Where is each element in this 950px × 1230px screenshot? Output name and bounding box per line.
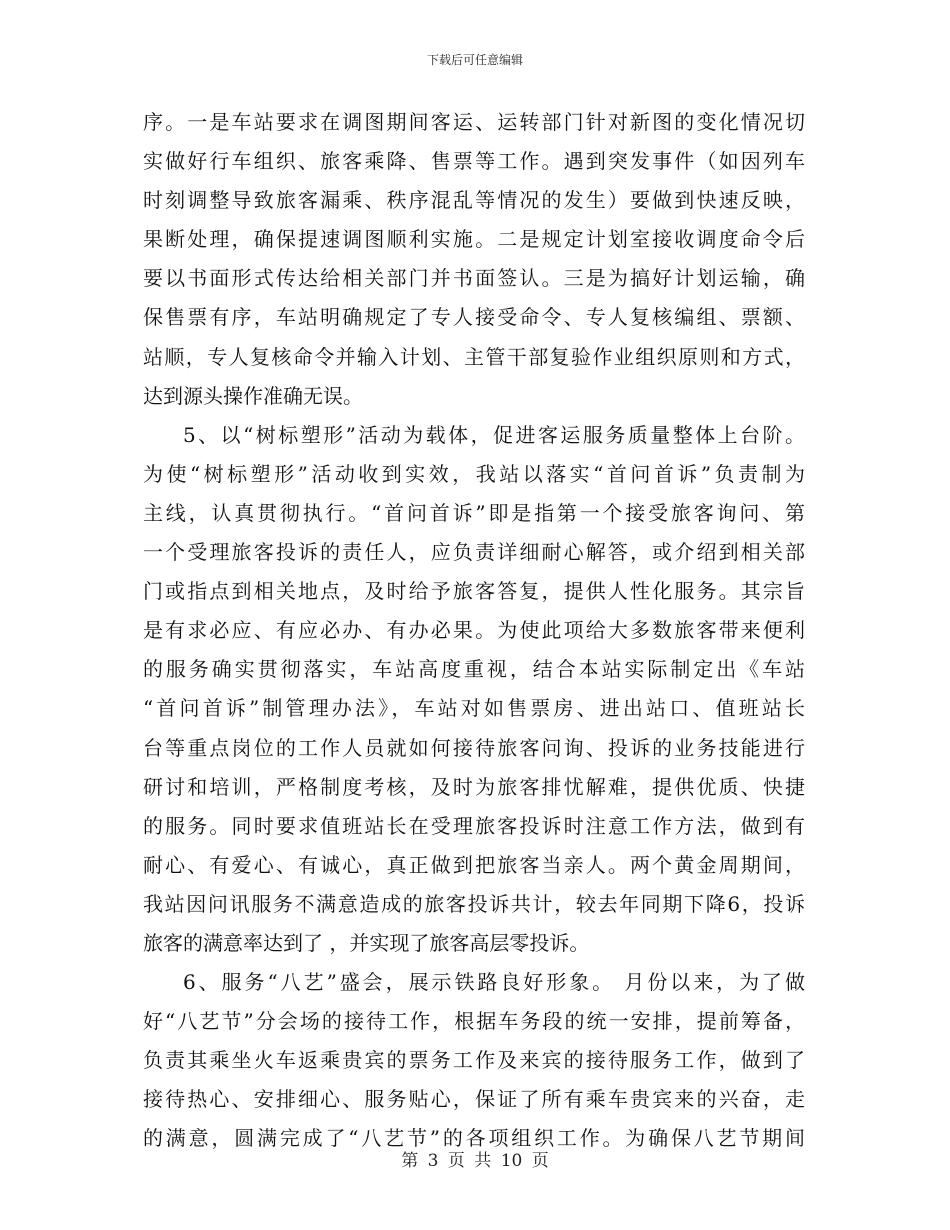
text-line: 为使“树标塑形”活动收到实效，我站以落实“首问首诉”负责制为 <box>143 461 805 486</box>
text-line: 好“八艺节”分会场的接待工作，根据车务段的统一安排，提前筹备， <box>143 1009 805 1034</box>
text-line: 序。一是车站要求在调图期间客运、运转部门针对新图的变化情况切 <box>143 110 805 134</box>
text-line: 达到源头操作准确无误。 <box>143 383 363 408</box>
page-header: 下载后可任意编辑 <box>426 53 523 67</box>
text-line: 主线，认真贯彻执行。“首问首诉”即是指第一个接受旅客询问、第 <box>143 500 805 525</box>
paragraph <box>143 416 805 963</box>
text-line: 的满意，圆满完成了“八艺节”的各项组织工作。为确保八艺节期间 <box>143 1126 805 1151</box>
paragraph <box>143 103 805 416</box>
text-line: 实做好行车组织、旅客乘降、售票等工作。遇到突发事件（如因列车 <box>143 149 805 174</box>
text-line: 我站因问讯服务不满意造成的旅客投诉共计，较去年同期下降6，投诉 <box>143 891 805 916</box>
text-line: 保售票有序，车站明确规定了专人接受命令、专人复核编组、票额、 <box>143 305 805 330</box>
text-line: 台等重点岗位的工作人员就如何接待旅客问询、投诉的业务技能进行 <box>143 735 805 760</box>
text-line: “首问首诉”制管理办法》，车站对如售票房、进出站口、值班站长 <box>143 696 805 721</box>
text-line: 负责其乘坐火车返乘贵宾的票务工作及来宾的接待服务工作，做到了 <box>143 1048 805 1073</box>
text-line: 一个受理旅客投诉的责任人，应负责详细耐心解答，或介绍到相关部 <box>143 540 805 565</box>
text-line: 时刻调整导致旅客漏乘、秩序混乱等情况的发生）要做到快速反映， <box>143 188 805 213</box>
page-footer: 第 3 页 共 10 页 <box>401 1151 549 1171</box>
text-line: 是有求必应、有应必办、有办必果。为使此项给大多数旅客带来便利 <box>143 618 805 643</box>
text-line: 6、服务“八艺”盛会，展示铁路良好形象。 月份以来，为了做 <box>183 970 805 995</box>
paragraph <box>143 963 805 1158</box>
text-line: 站顺，专人复核命令并输入计划、主管干部复验作业组织原则和方式， <box>143 344 805 369</box>
text-line: 果断处理，确保提速调图顺利实施。二是规定计划室接收调度命令后 <box>143 227 805 252</box>
text-line: 5、以“树标塑形”活动为载体，促进客运服务质量整体上台阶。 <box>183 422 805 447</box>
text-line: 的服务。同时要求值班站长在受理旅客投诉时注意工作方法，做到有 <box>143 813 805 838</box>
text-line: 接待热心、安排细心、服务贴心，保证了所有乘车贵宾来的兴奋，走 <box>143 1087 805 1112</box>
text-line: 研讨和培训，严格制度考核，及时为旅客排忧解难，提供优质、快捷 <box>143 774 805 799</box>
text-line: 的服务确实贯彻落实，车站高度重视，结合本站实际制定出《车站 <box>143 657 805 682</box>
text-line: 旅客的满意率达到了 ，并实现了旅客高层零投诉。 <box>143 930 590 955</box>
document-body <box>143 103 805 1159</box>
text-line: 门或指点到相关地点，及时给予旅客答复，提供人性化服务。其宗旨 <box>143 579 805 604</box>
text-line: 耐心、有爱心、有诚心，真正做到把旅客当亲人。两个黄金周期间， <box>143 852 805 877</box>
text-line: 要以书面形式传达给相关部门并书面签认。三是为搞好计划运输，确 <box>143 266 805 291</box>
